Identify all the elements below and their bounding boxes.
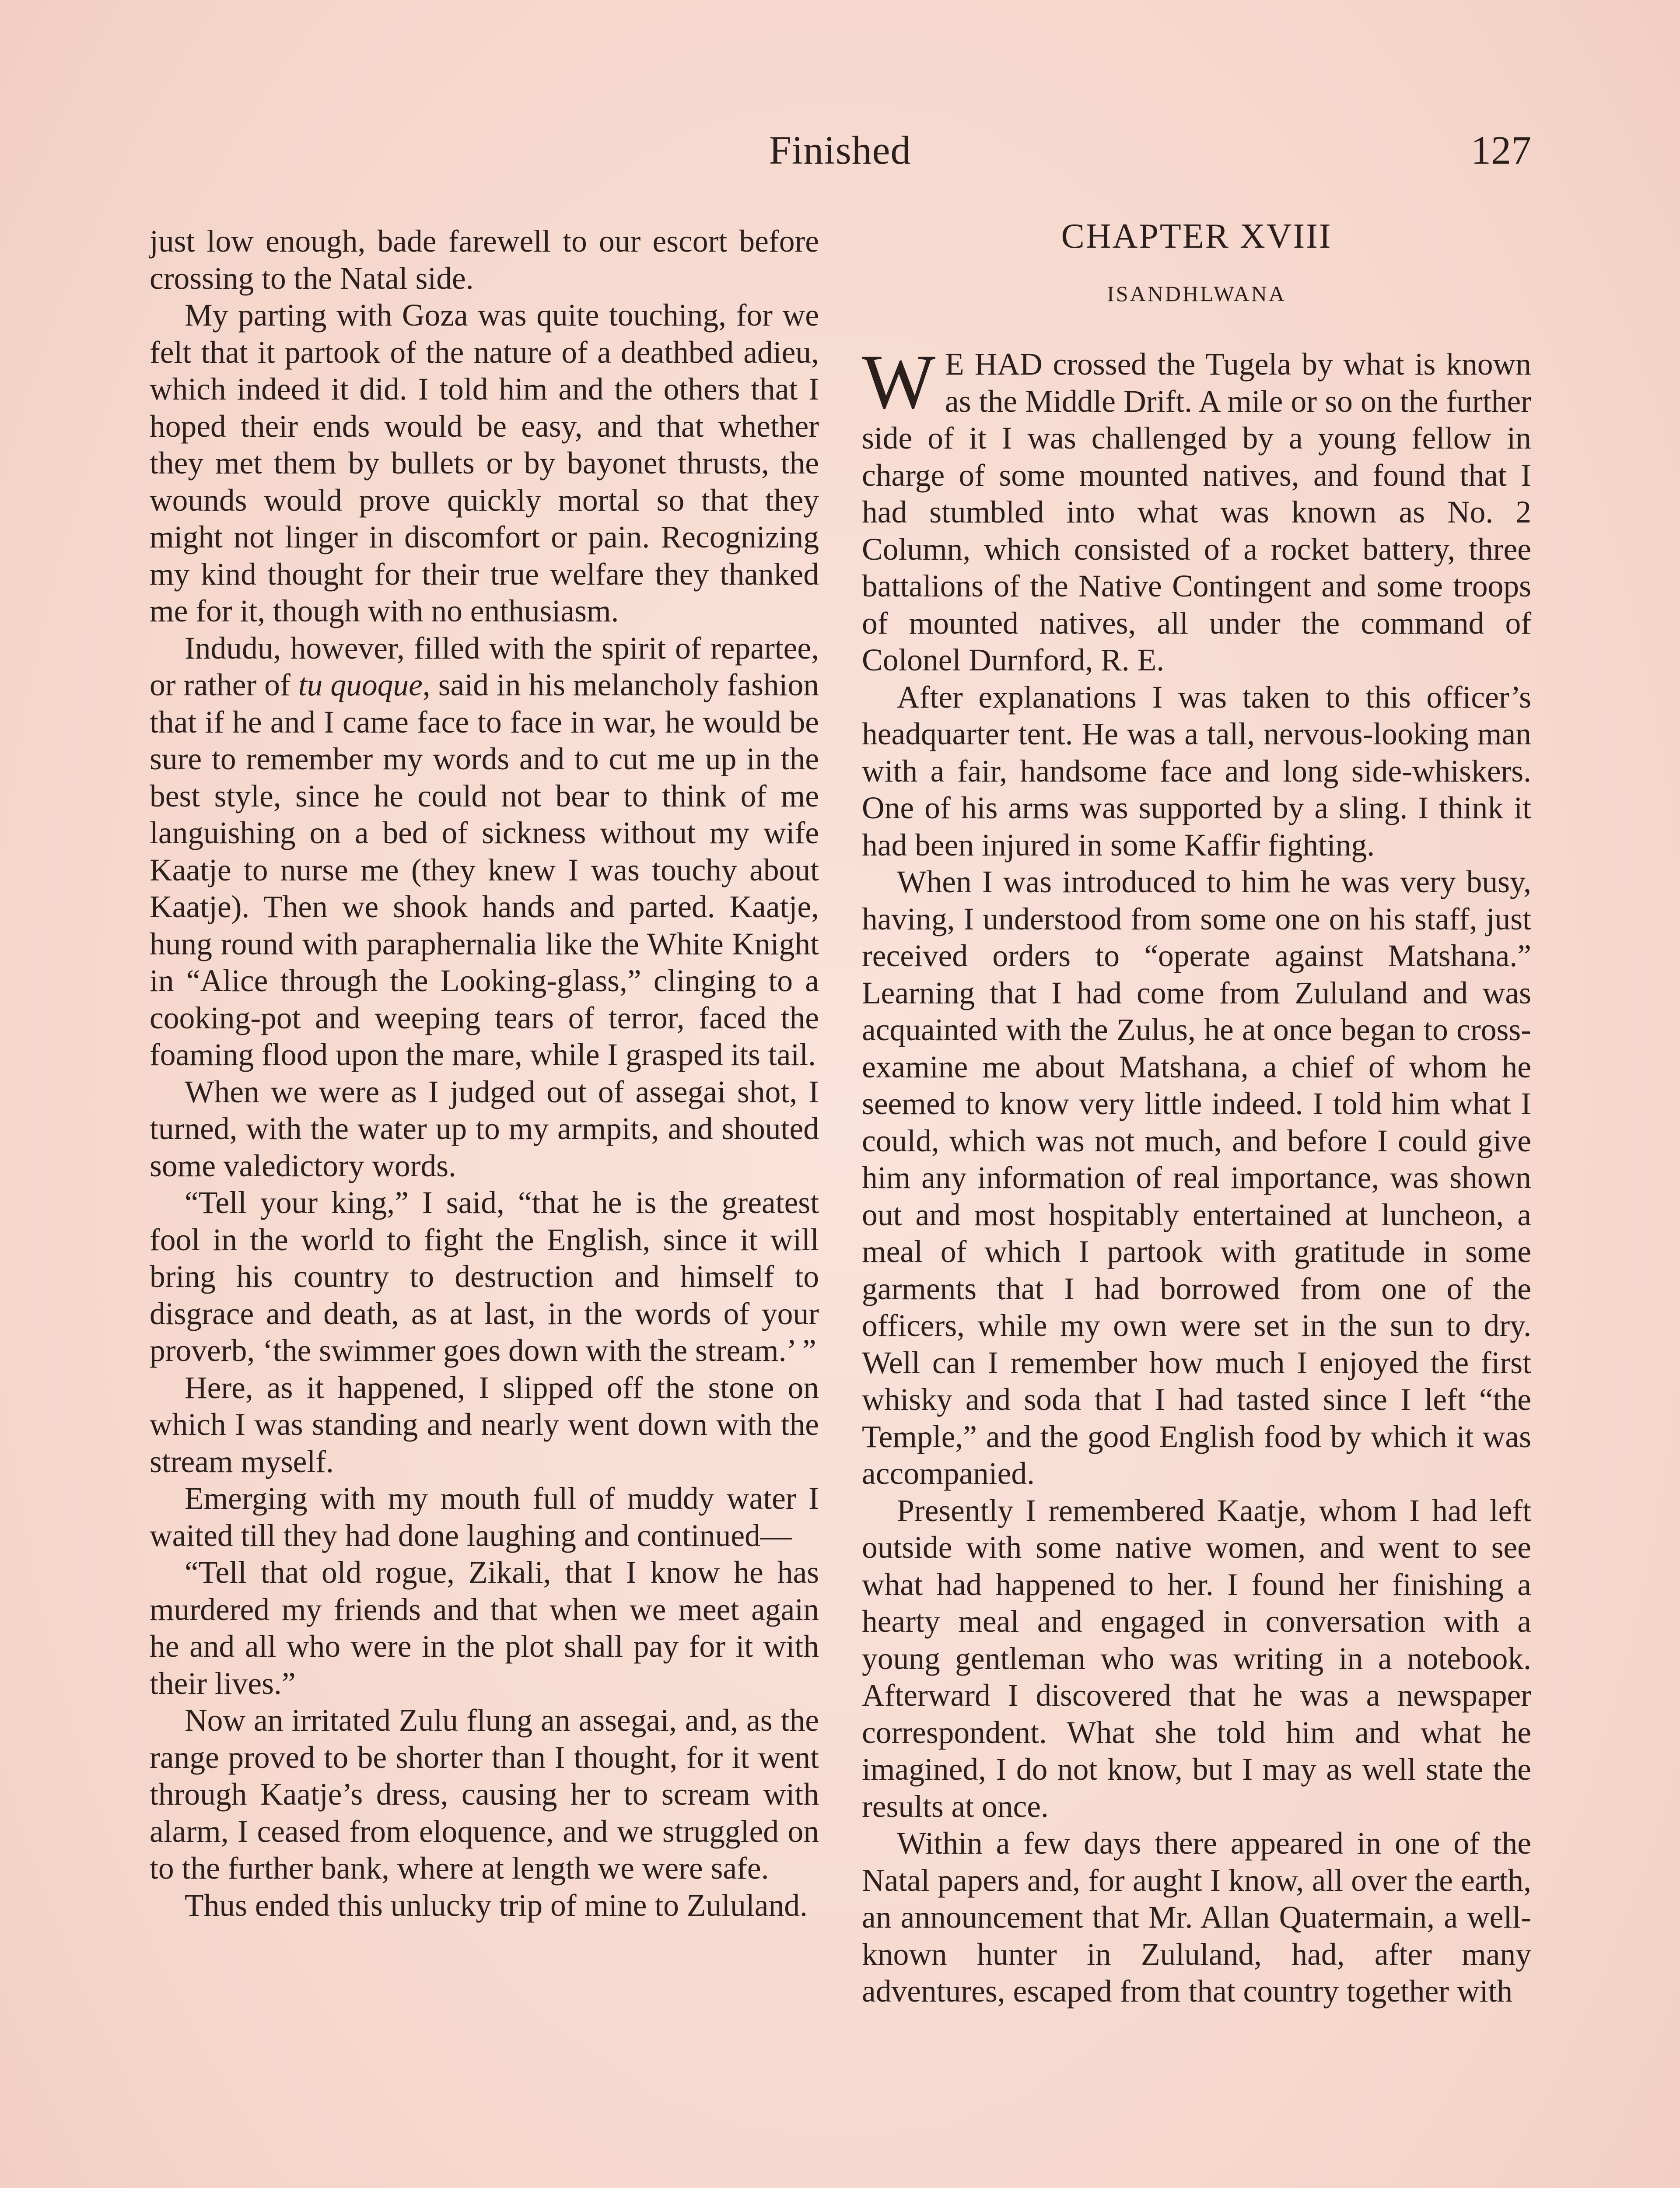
paragraph: Here, as it happened, I slipped off the stone on which I was standing and nearly went down with the stream myself. bbox=[150, 1370, 819, 1479]
running-title: Finished bbox=[769, 128, 911, 172]
chapter-title: ISANDHLWANA bbox=[1107, 281, 1286, 306]
chapter-number: CHAPTER XVIII bbox=[1061, 217, 1332, 256]
paragraph: just low enough, bade farewell to our escort before crossing to the Natal side. bbox=[150, 224, 819, 296]
italic-phrase: tu quoque bbox=[298, 668, 423, 702]
paragraph-text: Indudu, however, filled with the spirit of repartee, or rather of bbox=[150, 631, 819, 702]
paragraph: When I was introduced to him he was very busy, having, I understood from some one on his staff, just received orders to “operate against Matshana.” Learning that I had come from Zululand and was acquainted with the Zulus, he at once began to cross-examine me about Matshana, a chief of whom he seemed to know very little indeed. I told him what I could, which was not much, and before I could give him any information of real importance, was shown out and most hospitably entertained at luncheon, a meal of which I partook with gratitude in some garments that I had borrowed from one of the officers, while my own were set in the sun to dry. Well can I remember how much I enjoyed the first whisky and soda that I had tasted since I left “the Temple,” and the good English food by which it was accompanied. bbox=[862, 865, 1531, 1491]
paragraph-indudu bbox=[150, 630, 819, 1074]
paragraph: Now an irritated Zulu flung an assegai, and, as the range proved to be shorter than I thought, for it went through Kaatje’s dress, causing her to scream with alarm, I ceased from eloquence, and we struggled on to the further bank, where at length we were safe. bbox=[150, 1703, 819, 1886]
paragraph: Within a few days there appeared in one of the Natal papers and, for aught I know, all over the earth, an announcement that Mr. Allan Quatermain, a well-known hunter in Zululand, had, after many adventures, escaped from that country together with bbox=[862, 1826, 1531, 2009]
paragraph: “Tell your king,” I said, “that he is the greatest fool in the world to fight the English, since it will bring his country to destruction and himself to disgrace and death, as at last, in the words of your proverb, ‘the swimmer goes down with the stream.’ ” bbox=[150, 1185, 819, 1368]
opening-caps: E HAD bbox=[945, 347, 1043, 382]
drop-cap: W bbox=[862, 338, 936, 425]
page-number: 127 bbox=[1471, 128, 1531, 172]
paragraph: “Tell that old rogue, Zikali, that I know he has murdered my friends and that when we meet again he and all who were in the plot shall pay for it with their lives.” bbox=[150, 1555, 819, 1701]
paragraph: Emerging with my mouth full of muddy water I waited till they had done laughing and continued— bbox=[150, 1481, 819, 1553]
paragraph: My parting with Goza was quite touching, for we felt that it partook of the nature of a deathbed adieu, which indeed it did. I told him and the others that I hoped their ends would be easy, and that whether they met them by bullets or by bayonet thrusts, the wounds would prove quickly mortal so that they might not linger in discomfort or pain. Recognizing my kind thought for their true welfare they thanked me for it, though with no enthusiasm. bbox=[150, 298, 819, 628]
right-column bbox=[862, 217, 1531, 2010]
paragraph: Presently I remembered Kaatje, whom I had left outside with some native women, and went to see what had happened to her. I found her finishing a hearty meal and engaged in conversation with a young gentleman who was writing in a notebook. Afterward I discovered that he was a newspaper correspondent. What she told him and what he imagined, I do not know, but I may as well state the results at once. bbox=[862, 1493, 1531, 1824]
paragraph: Thus ended this unlucky trip of mine to Zululand. bbox=[185, 1888, 808, 1923]
left-column bbox=[150, 223, 819, 1924]
opening-paragraph bbox=[862, 338, 1531, 679]
paragraph: After explanations I was taken to this officer’s headquarter tent. He was a tall, nervous-looking man with a fair, handsome face and long side-whiskers. One of his arms was supported by a sling. I think it had been injured in some Kaffir fighting. bbox=[862, 680, 1531, 863]
paragraph: When we were as I judged out of assegai shot, I turned, with the water up to my armpits, and shouted some valedictory words. bbox=[150, 1074, 819, 1183]
paragraph-text: crossed the Tugela by what is known as the Middle Drift. A mile or so on the further side of it I was challenged by a young fellow in charge of some mounted natives, and found that I had stumbled into what was known as No. 2 Column, which consisted of a rocket battery, three battalions of the Native Contingent and some troops of mounted natives, all under the command of Colonel Durnford, R. E. bbox=[862, 347, 1531, 677]
paragraph-text: , said in his melancholy fashion that if he and I came face to face in war, he would be sure to remember my words and to cut me up in the best style, since he could not bear to think of me languishing on a bed of sickness without my wife Kaatje to nurse me (they knew I was touchy about Kaatje). Then we shook hands and parted. Kaatje, hung round with paraphernalia like the White Knight in “Alice through the Looking-glass,” clinging to a cooking-pot and weeping tears of terror, faced the foaming flood upon the mare, while I grasped its tail. bbox=[150, 668, 819, 1072]
